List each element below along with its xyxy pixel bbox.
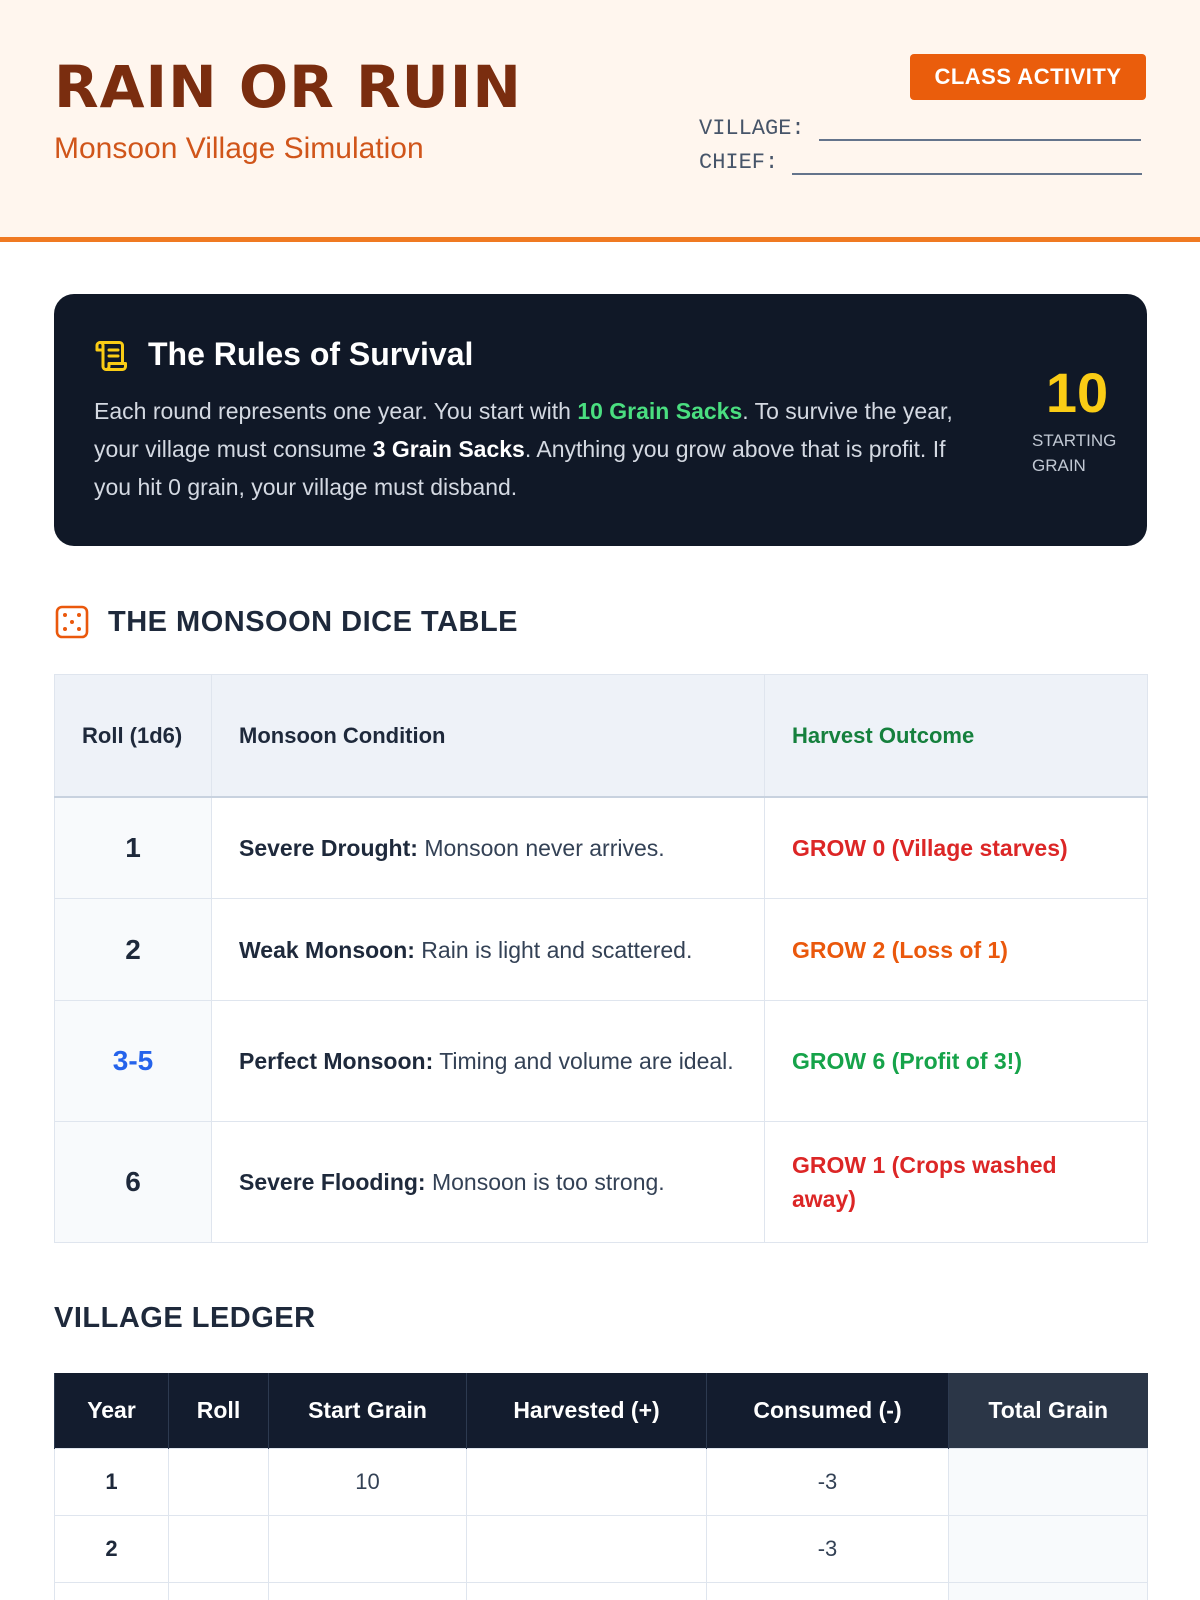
condition-text: Timing and volume are ideal. (433, 1048, 734, 1074)
start-grain-cell: 10 (269, 1448, 467, 1515)
village-ledger-table (54, 1373, 1148, 1600)
roll-column-header: Roll (1d6) (55, 675, 212, 797)
condition-text: Monsoon is too strong. (425, 1169, 665, 1195)
outcome-cell: GROW 6 (Profit of 3!) (765, 1001, 1148, 1122)
condition-text: Rain is light and scattered. (414, 936, 693, 963)
ledger-title: VILLAGE LEDGER (54, 1302, 316, 1334)
dice-table-heading (54, 604, 518, 640)
condition-title: Severe Flooding: (239, 1169, 426, 1195)
roll-cell: 6 (55, 1122, 212, 1243)
page-subtitle: Monsoon Village Simulation (54, 132, 424, 165)
roll-cell: 2 (55, 899, 212, 1001)
condition-cell (212, 899, 765, 1001)
starting-grain-label: STARTING GRAIN (1032, 431, 1117, 475)
roll-cell (169, 1448, 269, 1515)
table-row (55, 1582, 1148, 1600)
condition-title: Perfect Monsoon: (239, 1048, 434, 1074)
start-grain-column-header: Start Grain (269, 1373, 467, 1448)
start-grain-cell (269, 1582, 467, 1600)
consumed-column-header: Consumed (-) (707, 1373, 949, 1448)
condition-text: Monsoon never arrives. (417, 834, 665, 861)
year-cell: 1 (55, 1448, 169, 1515)
condition-cell (212, 1122, 765, 1243)
outcome-cell: GROW 2 (Loss of 1) (765, 899, 1148, 1001)
table-row (55, 1448, 1148, 1515)
rules-text-part: Each round represents one year. You start with (94, 398, 578, 424)
page-header (0, 0, 1200, 242)
rules-text-part: . To survive the year, your village must consume (94, 398, 953, 462)
condition-title: Severe Drought: (239, 834, 418, 861)
table-row (55, 899, 1148, 1001)
village-label: VILLAGE: (699, 116, 805, 141)
outcome-cell: GROW 0 (Village starves) (765, 797, 1148, 899)
harvested-cell (467, 1448, 707, 1515)
roll-cell: 3-5 (55, 1001, 212, 1122)
scroll-icon (94, 338, 130, 374)
roll-column-header: Roll (169, 1373, 269, 1448)
start-grain-highlight: 10 Grain Sacks (577, 398, 743, 424)
total-grain-cell (949, 1448, 1148, 1515)
year-cell (55, 1582, 169, 1600)
chief-label: CHIEF: (699, 150, 779, 175)
table-row (55, 1122, 1148, 1243)
dice-icon (54, 604, 90, 640)
year-cell: 2 (55, 1515, 169, 1582)
harvested-cell (467, 1515, 707, 1582)
rules-card (54, 294, 1147, 546)
condition-cell (212, 797, 765, 899)
consumed-cell (707, 1582, 949, 1600)
harvested-column-header: Harvested (+) (467, 1373, 707, 1448)
total-grain-cell (949, 1515, 1148, 1582)
table-row (55, 1001, 1148, 1122)
harvested-cell (467, 1582, 707, 1600)
ledger-heading (54, 1302, 316, 1335)
rules-description (94, 392, 974, 506)
monsoon-dice-table (54, 674, 1148, 1243)
starting-grain-value: 10 (1045, 361, 1109, 424)
roll-cell (169, 1582, 269, 1600)
condition-title: Weak Monsoon: (239, 936, 415, 963)
year-column-header: Year (55, 1373, 169, 1448)
outcome-column-header: Harvest Outcome (765, 675, 1148, 797)
rules-text-part: . Anything you grow above that is profit. If you hit 0 grain, your village must disband. (94, 436, 946, 500)
page-title: RAIN OR RUIN (54, 53, 522, 121)
rules-title: The Rules of Survival (148, 336, 474, 372)
class-activity-badge: CLASS ACTIVITY (910, 54, 1146, 100)
start-grain-cell (269, 1515, 467, 1582)
condition-column-header: Monsoon Condition (212, 675, 765, 797)
village-field (699, 116, 1141, 141)
village-write-line (819, 121, 1141, 141)
roll-cell (169, 1515, 269, 1582)
table-row (55, 1515, 1148, 1582)
table-row (55, 797, 1148, 899)
total-grain-cell (949, 1582, 1148, 1600)
consumed-cell: -3 (707, 1448, 949, 1515)
ledger-header-row (55, 1373, 1148, 1448)
roll-cell: 1 (55, 797, 212, 899)
outcome-cell: GROW 1 (Crops washed away) (765, 1122, 1148, 1243)
chief-write-line (792, 155, 1142, 175)
dice-table-title: THE MONSOON DICE TABLE (108, 605, 519, 638)
total-grain-column-header: Total Grain (949, 1373, 1148, 1448)
condition-cell (212, 1001, 765, 1122)
consume-highlight: 3 Grain Sacks (372, 436, 525, 462)
consumed-cell: -3 (707, 1515, 949, 1582)
dice-table-header-row (55, 675, 1148, 797)
chief-field (699, 150, 1142, 175)
